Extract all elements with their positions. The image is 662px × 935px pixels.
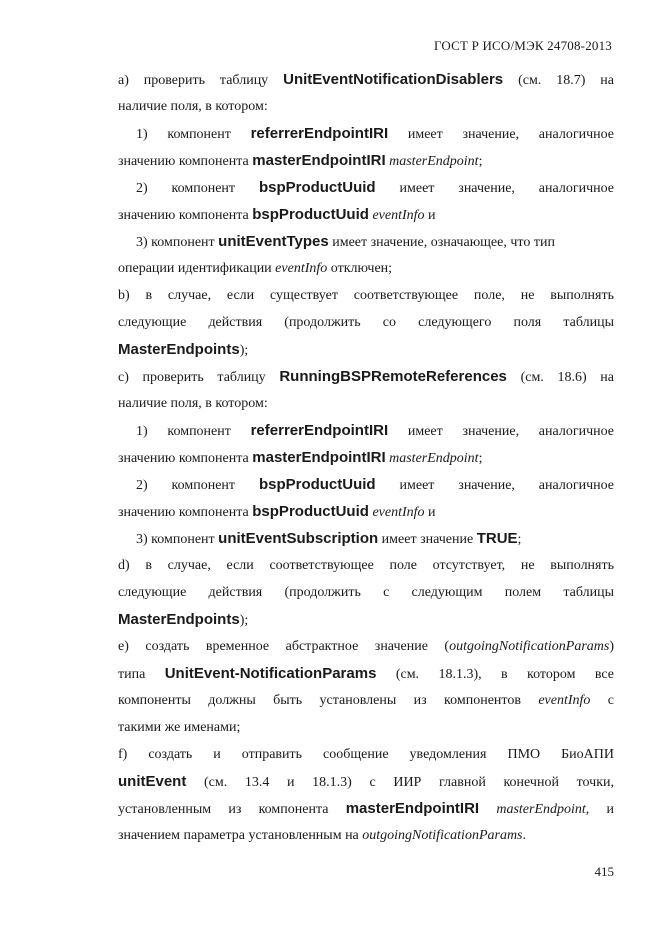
text-line-c4 [118, 444, 614, 471]
text-run: наличие поля, в котором: [118, 99, 268, 114]
identifier-term: RunningBSPRemoteReferences [279, 368, 507, 385]
identifier-term: unitEventTypes [218, 233, 329, 250]
text-run: значению компонента [118, 208, 253, 223]
text-run: 2) компонент [136, 478, 259, 493]
text-line-f1 [118, 741, 614, 768]
text-run: с) проверить таблицу [118, 370, 280, 385]
text-run: ); [239, 613, 249, 628]
text-run: значением параметра установленным на [118, 828, 363, 843]
text-line-a4 [118, 147, 614, 174]
text-run: имеет значение [378, 532, 477, 547]
text-run: и [424, 505, 436, 520]
identifier-term: referrerEndpointIRI [250, 125, 389, 142]
text-run: (см. 13.4 и 18.1.3) с ИИР главной конечной точки, [186, 775, 614, 790]
text-line-e1 [118, 633, 614, 660]
text-run: ); [239, 343, 249, 358]
text-line-c3 [118, 417, 614, 444]
text-run: операции идентификации [118, 261, 276, 276]
text-line-b2 [118, 309, 614, 336]
identifier-term: referrerEndpointIRI [250, 422, 389, 439]
identifier-term: masterEndpointIRI [345, 800, 480, 817]
identifier-term: bspProductUuid [258, 476, 376, 493]
text-line-a3 [118, 120, 614, 147]
text-run: следующие действия (продолжить со следующего поля таблицы [118, 315, 614, 330]
text-line-a7 [118, 228, 614, 255]
identifier-term: unitEvent [118, 773, 187, 790]
identifier-term: TRUE [476, 530, 518, 547]
text-line-f3 [118, 795, 614, 822]
text-line-a6 [118, 201, 614, 228]
text-line-a8 [118, 255, 614, 282]
identifier-term: UnitEvent-NotificationParams [164, 665, 377, 682]
page-number: 415 [594, 864, 614, 879]
text-run: . [522, 828, 527, 843]
text-run: значению компонента [118, 505, 253, 520]
identifier-term: unitEventSubscription [218, 530, 379, 547]
italic-term: masterEndpoint [389, 154, 479, 169]
text-run: 3) компонент [136, 532, 219, 547]
italic-term: masterEndpoint [389, 451, 479, 466]
italic-term: eventInfo [275, 261, 328, 276]
text-run: ; [478, 451, 483, 466]
text-run: значению компонента [118, 451, 253, 466]
text-run: значению компонента [118, 154, 253, 169]
text-run: и [424, 208, 436, 223]
identifier-term: bspProductUuid [252, 503, 369, 520]
text-run: следующие действия (продолжить с следующим полем таблицы [118, 585, 614, 600]
text-run: е) создать временное абстрактное значение ( [118, 639, 450, 654]
text-run: 3) компонент [136, 235, 219, 250]
text-run: ; [517, 532, 522, 547]
text-line-c1 [118, 363, 614, 390]
text-line-c7 [118, 525, 614, 552]
identifier-term: bspProductUuid [252, 206, 369, 223]
text-run: f) создать и отправить сообщение уведомления ПМО БиоАПИ [118, 747, 614, 762]
text-run: установленным из компонента [118, 802, 346, 817]
text-run: такими же именами; [118, 720, 241, 735]
text-line-e3 [118, 687, 614, 714]
text-run: имеет значение, аналогичное [388, 127, 614, 142]
text-run: 1) компонент [136, 127, 251, 142]
identifier-term: MasterEndpoints [118, 341, 240, 358]
text-run: ) [609, 639, 614, 654]
text-line-d1 [118, 552, 614, 579]
text-run: имеет значение, аналогичное [388, 424, 614, 439]
text-run: а) проверить таблицу [118, 73, 284, 88]
text-line-f2 [118, 768, 614, 795]
text-run [479, 802, 496, 817]
identifier-term: UnitEventNotificationDisablers [283, 71, 504, 88]
document-body [118, 66, 614, 849]
text-run: имеет значение, означающее, что тип [328, 235, 555, 250]
italic-term: eventInfo [372, 208, 425, 223]
text-run: типа [118, 667, 165, 682]
text-run: (см. 18.6) на [506, 370, 614, 385]
text-run: наличие поля, в котором: [118, 396, 268, 411]
text-line-a5 [118, 174, 614, 201]
text-line-b1 [118, 282, 614, 309]
italic-term: outgoingNotificationParams [449, 639, 610, 654]
italic-term: eventInfo [372, 505, 425, 520]
identifier-term: masterEndpointIRI [252, 449, 386, 466]
text-line-c2 [118, 390, 614, 417]
text-run: b) в случае, если существует соответствующее поле, не выполнять [118, 288, 614, 303]
text-run: отключен; [327, 261, 393, 276]
text-run: (см. 18.1.3), в котором все [376, 667, 614, 682]
text-run: 1) компонент [136, 424, 251, 439]
text-run: компоненты должны быть установлены из компонентов [118, 693, 539, 708]
identifier-term: MasterEndpoints [118, 611, 240, 628]
italic-term: masterEndpoint [496, 802, 586, 817]
text-run: ; [478, 154, 483, 169]
text-line-d3 [118, 606, 614, 633]
text-line-e2 [118, 660, 614, 687]
identifier-term: bspProductUuid [258, 179, 376, 196]
text-line-e4 [118, 714, 614, 741]
text-run: с [590, 693, 614, 708]
italic-term: outgoingNotificationParams [362, 828, 523, 843]
italic-term: eventInfo [538, 693, 591, 708]
text-run: , и [585, 802, 614, 817]
text-line-a2 [118, 93, 614, 120]
text-run: d) в случае, если соответствующее поле отсутствует, не выполнять [118, 558, 614, 573]
text-line-d2 [118, 579, 614, 606]
text-line-c5 [118, 471, 614, 498]
text-run: имеет значение, аналогичное [375, 478, 614, 493]
text-run: (см. 18.7) на [503, 73, 614, 88]
text-line-f4 [118, 822, 614, 849]
document-header: ГОСТ Р ИСО/МЭК 24708-2013 [433, 38, 612, 53]
text-run: имеет значение, аналогичное [375, 181, 614, 196]
text-line-a1 [118, 66, 614, 93]
text-line-b3 [118, 336, 614, 363]
text-run: 2) компонент [136, 181, 259, 196]
identifier-term: masterEndpointIRI [252, 152, 386, 169]
text-line-c6 [118, 498, 614, 525]
